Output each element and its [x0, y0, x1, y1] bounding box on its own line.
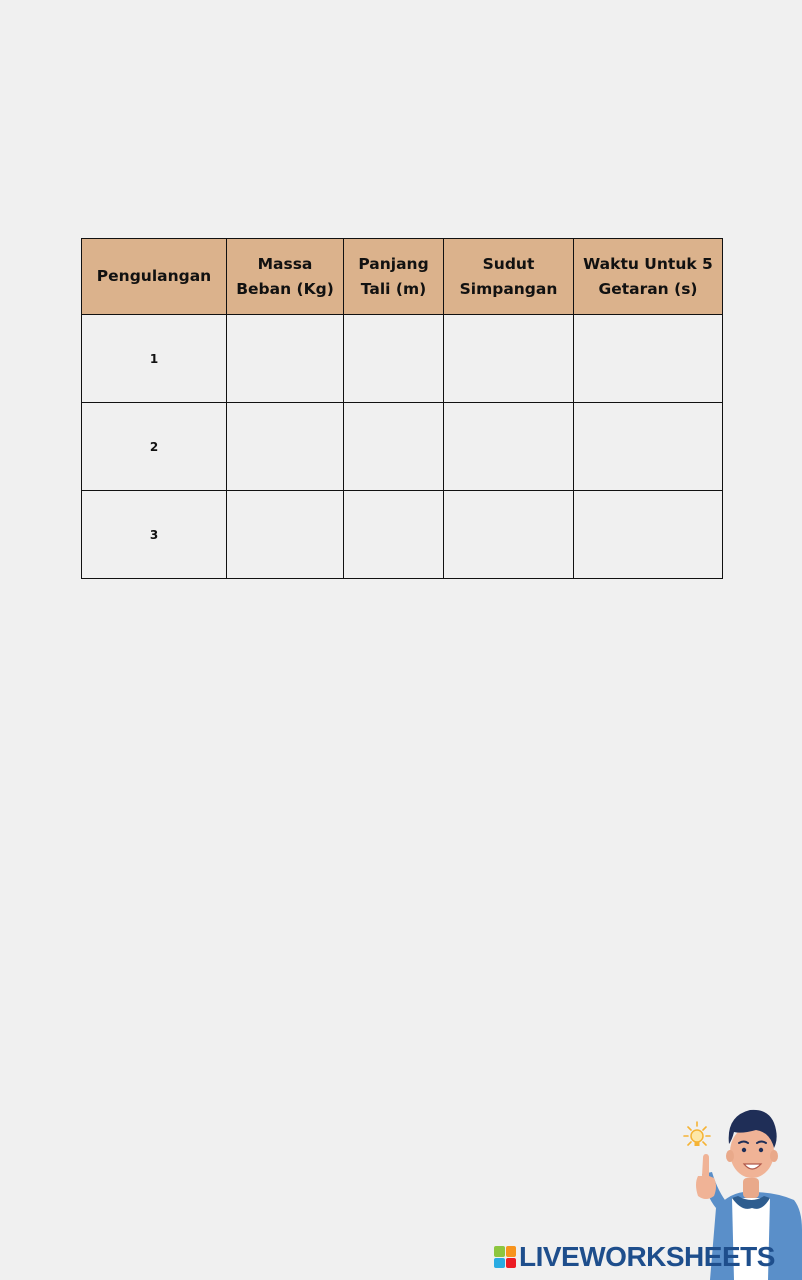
- panjang-tali-answer-cell[interactable]: [344, 315, 444, 403]
- sudut-simpangan-answer-cell[interactable]: [444, 491, 574, 579]
- sudut-simpangan-answer-cell[interactable]: [444, 403, 574, 491]
- brand-name: LIVEWORKSHEETS: [519, 1241, 775, 1272]
- header-panjang-tali: Panjang Tali (m): [344, 239, 444, 315]
- table-header-row: [82, 239, 723, 315]
- logo-tiles-icon: [494, 1246, 516, 1268]
- experiment-data-table: [81, 238, 723, 579]
- header-massa-beban: Massa Beban (Kg): [227, 239, 344, 315]
- row-number-cell: 3: [82, 491, 227, 579]
- row-number-cell: 2: [82, 403, 227, 491]
- liveworksheets-logo: [494, 1241, 775, 1273]
- massa-beban-answer-cell[interactable]: [227, 491, 344, 579]
- massa-beban-answer-cell[interactable]: [227, 315, 344, 403]
- waktu-getaran-answer-cell[interactable]: [574, 315, 723, 403]
- header-waktu-getaran: Waktu Untuk 5 Getaran (s): [574, 239, 723, 315]
- table-row: [82, 491, 723, 579]
- massa-beban-answer-cell[interactable]: [227, 403, 344, 491]
- header-sudut-simpangan: Sudut Simpangan: [444, 239, 574, 315]
- waktu-getaran-answer-cell[interactable]: [574, 403, 723, 491]
- table-row: [82, 315, 723, 403]
- panjang-tali-answer-cell[interactable]: [344, 491, 444, 579]
- panjang-tali-answer-cell[interactable]: [344, 403, 444, 491]
- row-number-cell: 1: [82, 315, 227, 403]
- table-row: [82, 403, 723, 491]
- sudut-simpangan-answer-cell[interactable]: [444, 315, 574, 403]
- header-pengulangan: Pengulangan: [82, 239, 227, 315]
- waktu-getaran-answer-cell[interactable]: [574, 491, 723, 579]
